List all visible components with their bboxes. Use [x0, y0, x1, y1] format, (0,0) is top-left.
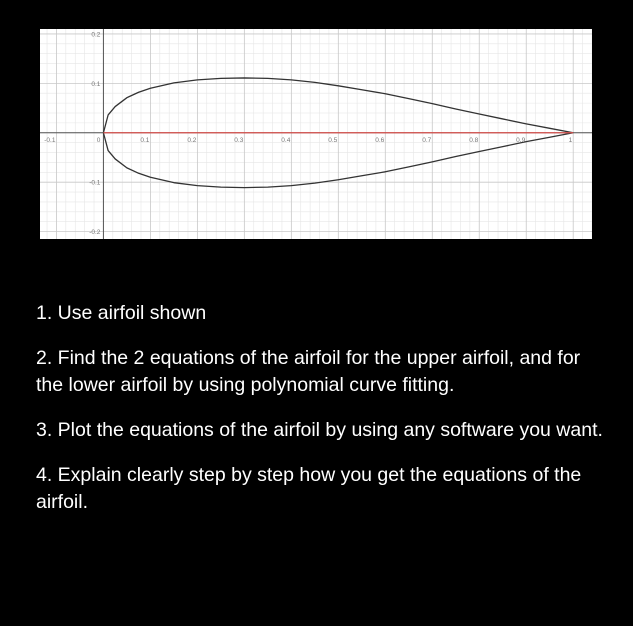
airfoil-plot [40, 29, 592, 239]
y-tick-label: -0.1 [89, 179, 101, 187]
instruction-step-2: 2. Find the 2 equations of the airfoil for the upper airfoil, and for the lower airfoil by using polynomial curve fitting. [36, 347, 581, 396]
x-tick-label: 0.4 [281, 136, 291, 144]
x-tick-label: 0.8 [469, 136, 479, 144]
x-tick-label: 0.9 [516, 136, 526, 144]
x-tick-label: 0.1 [140, 136, 150, 144]
x-tick-label: 0.2 [187, 136, 197, 144]
airfoil-chart-svg [40, 29, 592, 239]
instructions-block [36, 300, 606, 516]
instruction-step-4: 4. Explain clearly step by step how you get the equations of the airfoil. [36, 464, 582, 513]
y-tick-label: 0.1 [91, 80, 101, 88]
x-tick-label: -0.1 [44, 136, 56, 144]
x-tick-label: 0.5 [328, 136, 338, 144]
x-tick-label: 0.3 [234, 136, 244, 144]
instruction-step-1: 1. Use airfoil shown [36, 302, 207, 324]
x-tick-label: 0.6 [375, 136, 385, 144]
y-tick-label: 0.2 [91, 31, 101, 39]
y-tick-label: -0.2 [89, 229, 101, 237]
x-tick-label: 0.7 [422, 136, 432, 144]
y-tick-label: 0 [96, 136, 101, 144]
x-tick-label: 1 [568, 136, 573, 144]
instruction-step-3: 3. Plot the equations of the airfoil by using any software you want. [36, 419, 603, 441]
